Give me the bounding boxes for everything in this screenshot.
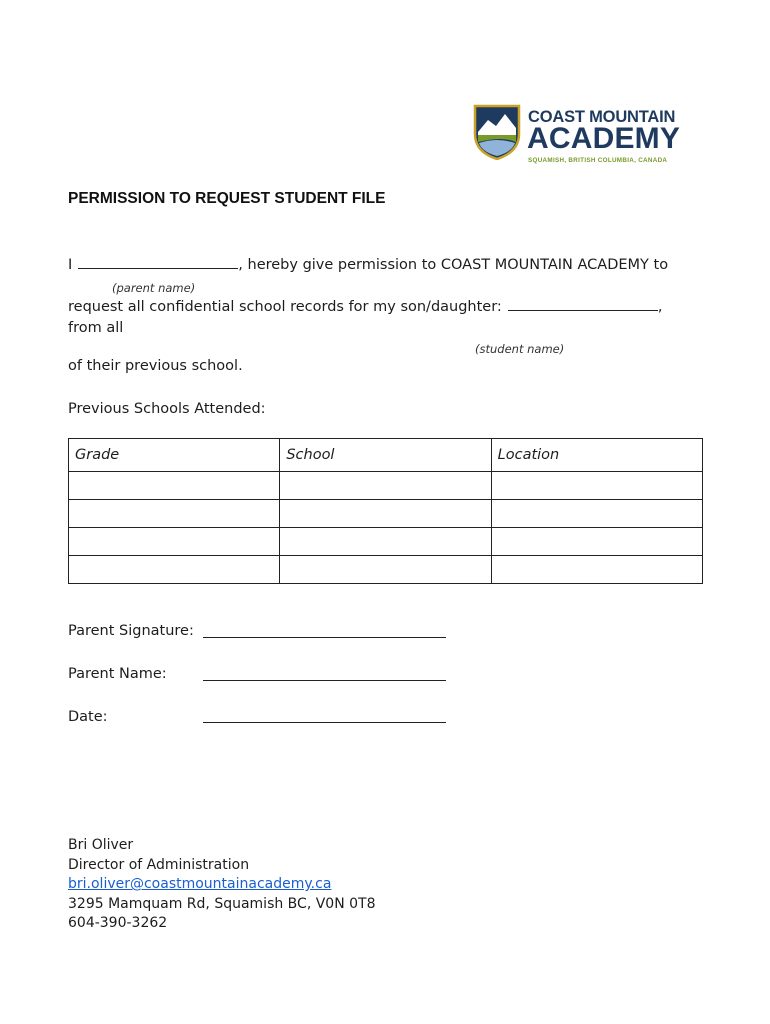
contact-title: Director of Administration [68, 856, 250, 873]
table-row [69, 500, 703, 528]
date-label: Date: [68, 709, 108, 725]
page-title: PERMISSION TO REQUEST STUDENT FILE [68, 190, 386, 207]
hereby-text: , hereby give permission to COAST MOUNTAIN ACADEMY to [238, 257, 669, 273]
table-cell[interactable] [280, 472, 491, 500]
contact-phone: 604-390-3262 [68, 915, 168, 932]
header-grade: Grade [69, 439, 280, 472]
header-school: School [280, 439, 491, 472]
contact-address: 3295 Mamquam Rd, Squamish BC, V0N 0T8 [68, 895, 376, 912]
table-header-row [69, 439, 703, 472]
logo-text-location: SQUAMISH, BRITISH COLUMBIA, CANADA [528, 157, 668, 164]
from-all-text: from all [68, 320, 124, 336]
contact-name: Bri Oliver [68, 837, 134, 853]
table-cell[interactable] [280, 500, 491, 528]
permission-line-1 [68, 257, 668, 273]
previous-schools-label: Previous Schools Attended: [68, 401, 266, 417]
contact-block [68, 836, 376, 934]
parent-signature-line[interactable] [203, 637, 446, 638]
request-text: request all confidential school records for my son/daughter: [68, 299, 502, 315]
logo-text-academy: ACADEMY [527, 122, 681, 155]
permission-line-2 [68, 299, 662, 315]
parent-name-line[interactable] [203, 680, 446, 681]
parent-name-blank[interactable] [78, 268, 238, 269]
date-line[interactable] [203, 722, 446, 723]
table-cell[interactable] [280, 556, 491, 584]
student-name-hint: (student name) [475, 342, 565, 356]
table-row [69, 528, 703, 556]
table-cell[interactable] [491, 500, 702, 528]
table-row [69, 556, 703, 584]
table-row [69, 472, 703, 500]
parent-name-hint: (parent name) [112, 281, 196, 295]
parent-signature-label: Parent Signature: [68, 623, 194, 639]
logo-text-coast-mountain: COAST MOUNTAIN [528, 108, 676, 126]
comma-text: , [657, 299, 663, 315]
table-cell[interactable] [491, 472, 702, 500]
table-cell[interactable] [491, 528, 702, 556]
pronoun-i: I [68, 257, 73, 273]
parent-name-label: Parent Name: [68, 666, 167, 682]
crest-icon [472, 102, 522, 160]
contact-email-link[interactable]: bri.oliver@coastmountainacademy.ca [68, 876, 332, 893]
table-cell[interactable] [69, 528, 280, 556]
table-cell[interactable] [69, 472, 280, 500]
table-cell[interactable] [69, 556, 280, 584]
student-name-blank[interactable] [508, 310, 658, 311]
previous-schools-table [68, 438, 703, 584]
table-cell[interactable] [491, 556, 702, 584]
table-cell[interactable] [280, 528, 491, 556]
school-logo [472, 102, 684, 168]
table-cell[interactable] [69, 500, 280, 528]
previous-school-text: of their previous school. [68, 358, 243, 374]
header-location: Location [491, 439, 702, 472]
